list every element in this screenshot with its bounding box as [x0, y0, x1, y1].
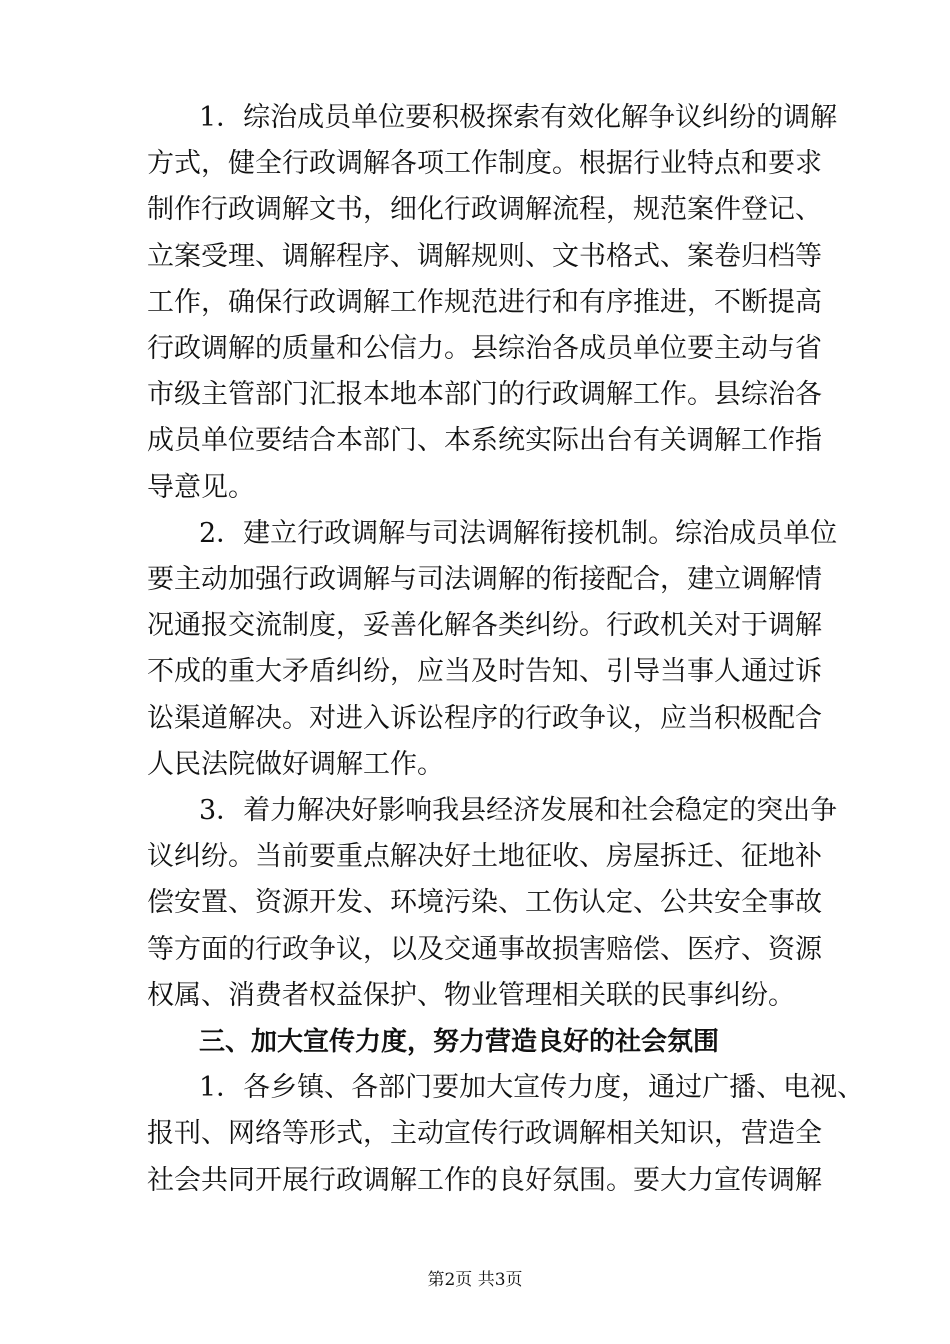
text-line	[0, 234, 950, 280]
line-text: 1．综治成员单位要积极探索有效化解争议纠纷的调解	[199, 102, 838, 133]
line-text: 社会共同开展行政调解工作的良好氛围。要大力宣传调解	[147, 1164, 822, 1196]
text-line	[0, 95, 950, 141]
text-line	[0, 187, 950, 233]
text-line	[0, 649, 950, 695]
line-text: 讼渠道解决。对进入诉讼程序的行政争议，应当积极配合	[147, 702, 822, 734]
line-text: 不成的重大矛盾纠纷，应当及时告知、引导当事人通过诉	[147, 656, 822, 688]
text-line	[0, 696, 950, 742]
text-line	[0, 1111, 950, 1157]
line-text: 工作，确保行政调解工作规范进行和有序推进，不断提高	[147, 286, 822, 318]
line-text: 制作行政调解文书，细化行政调解流程，规范案件登记、	[147, 194, 822, 226]
text-line	[0, 1065, 950, 1111]
line-text: 人民法院做好调解工作。	[147, 748, 444, 780]
text-line	[0, 927, 950, 973]
line-text: 3．着力解决好影响我县经济发展和社会稳定的突出争	[199, 795, 838, 826]
text-line	[0, 141, 950, 187]
text-line	[0, 834, 950, 880]
line-text: 权属、消费者权益保护、物业管理相关联的民事纠纷。	[147, 979, 795, 1011]
text-line	[0, 418, 950, 464]
line-text: 方式，健全行政调解各项工作制度。根据行业特点和要求	[147, 148, 822, 180]
text-line	[0, 372, 950, 418]
line-text: 2．建立行政调解与司法调解衔接机制。综治成员单位	[199, 517, 838, 549]
line-text: 行政调解的质量和公信力。县综治各成员单位要主动与省	[147, 333, 822, 364]
line-text: 导意见。	[147, 471, 255, 503]
line-text: 偿安置、资源开发、环境污染、工伤认定、公共安全事故	[147, 887, 822, 919]
text-line	[0, 742, 950, 788]
text-line	[0, 788, 950, 834]
text-line	[0, 973, 950, 1019]
line-text: 议纠纷。当前要重点解决好土地征收、房屋拆迁、征地补	[147, 841, 822, 873]
text-line	[0, 557, 950, 603]
page-footer: 第2页 共3页	[427, 1270, 523, 1290]
line-text: 报刊、网络等形式，主动宣传行政调解相关知识，营造全	[147, 1118, 822, 1150]
line-text: 1．各乡镇、各部门要加大宣传力度，通过广播、电视、	[199, 1072, 865, 1104]
text-line	[0, 511, 950, 557]
line-text: 成员单位要结合本部门、本系统实际出台有关调解工作指	[147, 425, 822, 457]
text-line	[0, 465, 950, 511]
line-text: 三、加大宣传力度，努力营造良好的社会氛围	[199, 1027, 720, 1057]
line-text: 要主动加强行政调解与司法调解的衔接配合，建立调解情	[147, 564, 822, 595]
text-line	[0, 880, 950, 926]
line-text: 立案受理、调解程序、调解规则、文书格式、案卷归档等	[147, 240, 822, 272]
text-line	[0, 1158, 950, 1204]
line-text: 市级主管部门汇报本地本部门的行政调解工作。县综治各	[147, 379, 822, 411]
text-line	[0, 1019, 950, 1065]
text-line	[0, 603, 950, 649]
line-text: 等方面的行政争议，以及交通事故损害赔偿、医疗、资源	[147, 933, 822, 965]
text-line	[0, 280, 950, 326]
text-line	[0, 326, 950, 372]
line-text: 况通报交流制度，妥善化解各类纠纷。行政机关对于调解	[147, 610, 822, 642]
